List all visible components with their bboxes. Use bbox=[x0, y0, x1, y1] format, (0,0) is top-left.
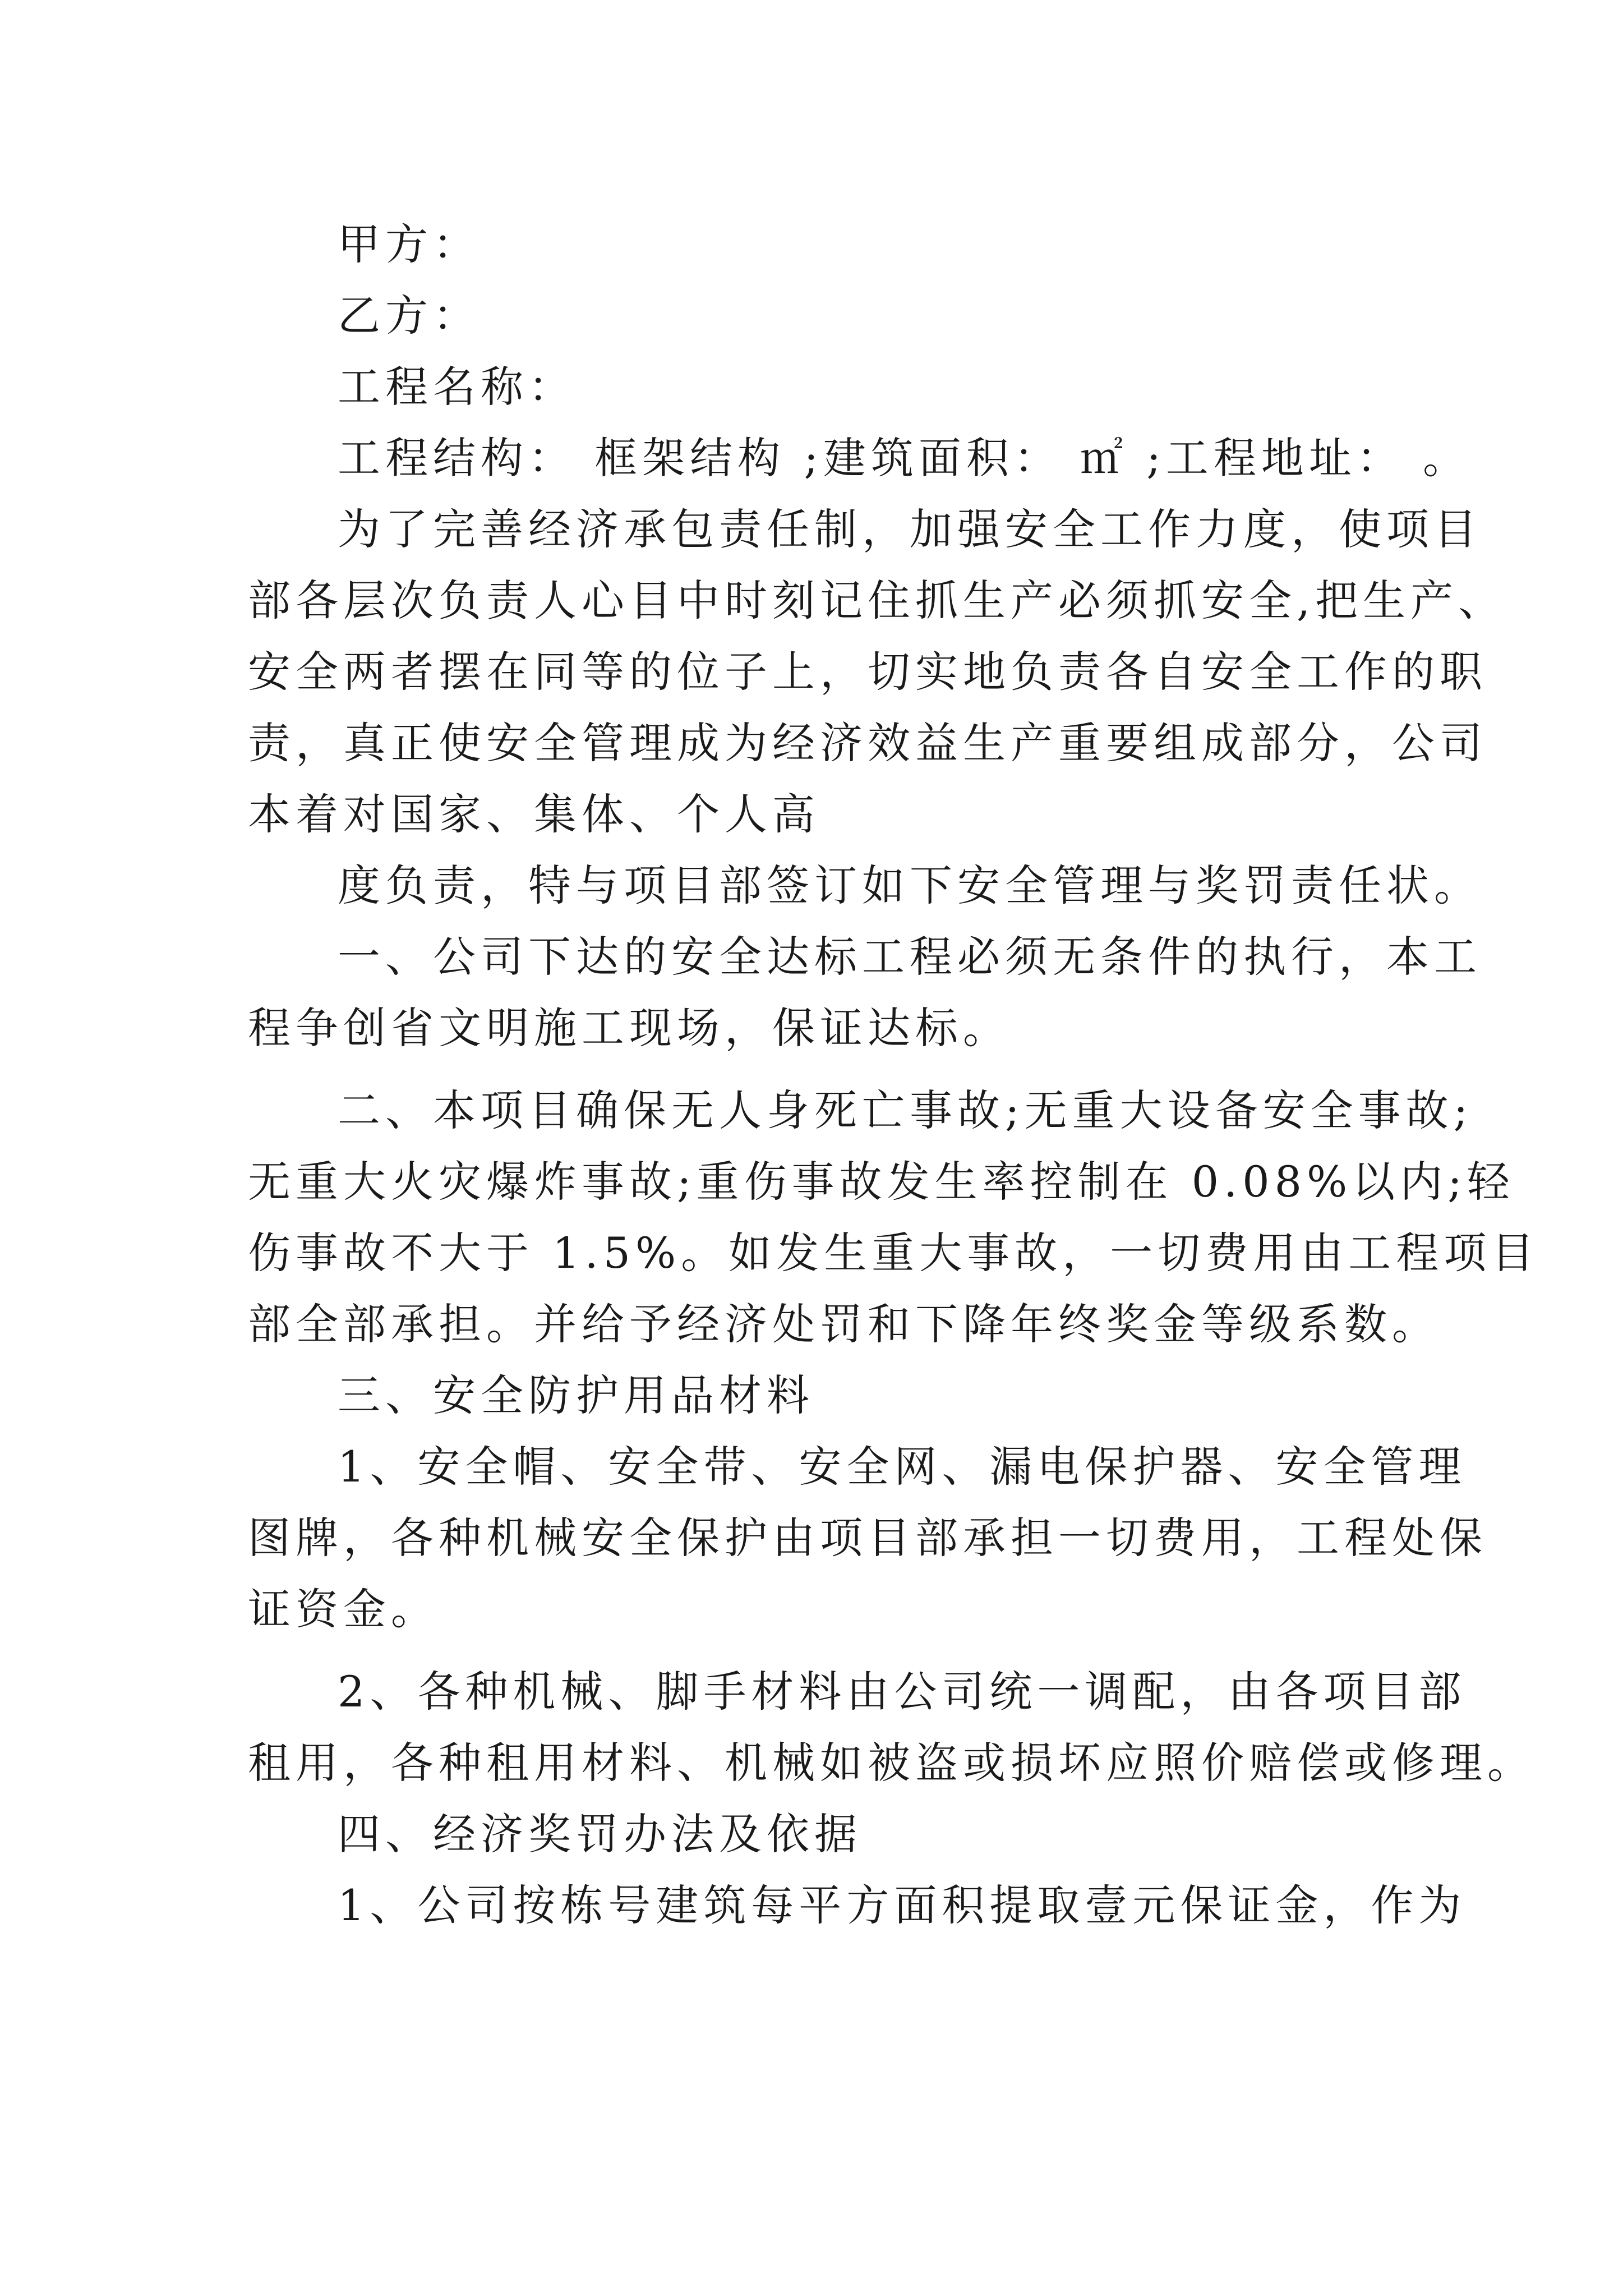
paragraph-gap bbox=[248, 1064, 1392, 1075]
party-b-label: 乙方： bbox=[338, 291, 481, 341]
intro-line-3: 安全两者摆在同等的位子上，切实地负责各自安全工作的职 bbox=[248, 647, 1487, 697]
intro-continue-line: 度负责，特与项目部签订如下安全管理与奖罚责任状。 bbox=[338, 861, 1482, 910]
section-2-line-4: 部全部承担。并给予经济处罚和下降年终奖金等级系数。 bbox=[248, 1299, 1440, 1349]
document-body bbox=[248, 209, 1539, 1941]
intro-line-2: 部各层次负责人心目中时刻记住抓生产必须抓安全,把生产、 bbox=[248, 576, 1506, 625]
section-3-item-2-line-1: 2、各种机械、脚手材料由公司统一调配，由各项目部 bbox=[338, 1667, 1467, 1717]
section-2-line-2: 无重大火灾爆炸事故;重伤事故发生率控制在 0.08%以内;轻 bbox=[248, 1157, 1515, 1207]
project-name-label: 工程名称： bbox=[338, 362, 576, 412]
section-3-title: 三、安全防护用品材料 bbox=[338, 1370, 814, 1420]
intro-line-5: 本着对国家、集体、个人高 bbox=[248, 789, 820, 839]
section-2-line-3: 伤事故不大于 1.5%。如发生重大事故，一切费用由工程项目 bbox=[248, 1228, 1539, 1278]
section-3-item-2-line-2: 租用，各种租用材料、机械如被盗或损坏应照价赔偿或修理。 bbox=[248, 1738, 1535, 1788]
section-4-title: 四、经济奖罚办法及依据 bbox=[338, 1809, 862, 1859]
section-4-item-1-line-1: 1、公司按栋号建筑每平方面积提取壹元保证金，作为 bbox=[338, 1880, 1467, 1930]
section-3-item-1-line-3: 证资金。 bbox=[248, 1584, 439, 1634]
intro-line-1: 为了完善经济承包责任制，加强安全工作力度，使项目 bbox=[338, 504, 1482, 554]
project-structure-line: 工程结构： 框架结构 ;建筑面积： ㎡ ;工程地址： 。 bbox=[338, 433, 1471, 483]
paragraph-gap bbox=[248, 1645, 1392, 1656]
section-1-line-2: 程争创省文明施工现场，保证达标。 bbox=[248, 1003, 1011, 1053]
section-2-line-1: 二、本项目确保无人身死亡事故;无重大设备安全事故; bbox=[338, 1085, 1473, 1135]
section-3-item-1-line-1: 1、安全帽、安全带、安全网、漏电保护器、安全管理 bbox=[338, 1442, 1467, 1492]
section-1-line-1: 一、公司下达的安全达标工程必须无条件的执行，本工 bbox=[338, 932, 1482, 982]
party-a-label: 甲方： bbox=[338, 219, 481, 269]
intro-line-4: 责，真正使安全管理成为经济效益生产重要组成部分，公司 bbox=[248, 718, 1487, 768]
section-3-item-1-line-2: 图牌，各种机械安全保护由项目部承担一切费用，工程处保 bbox=[248, 1513, 1487, 1563]
